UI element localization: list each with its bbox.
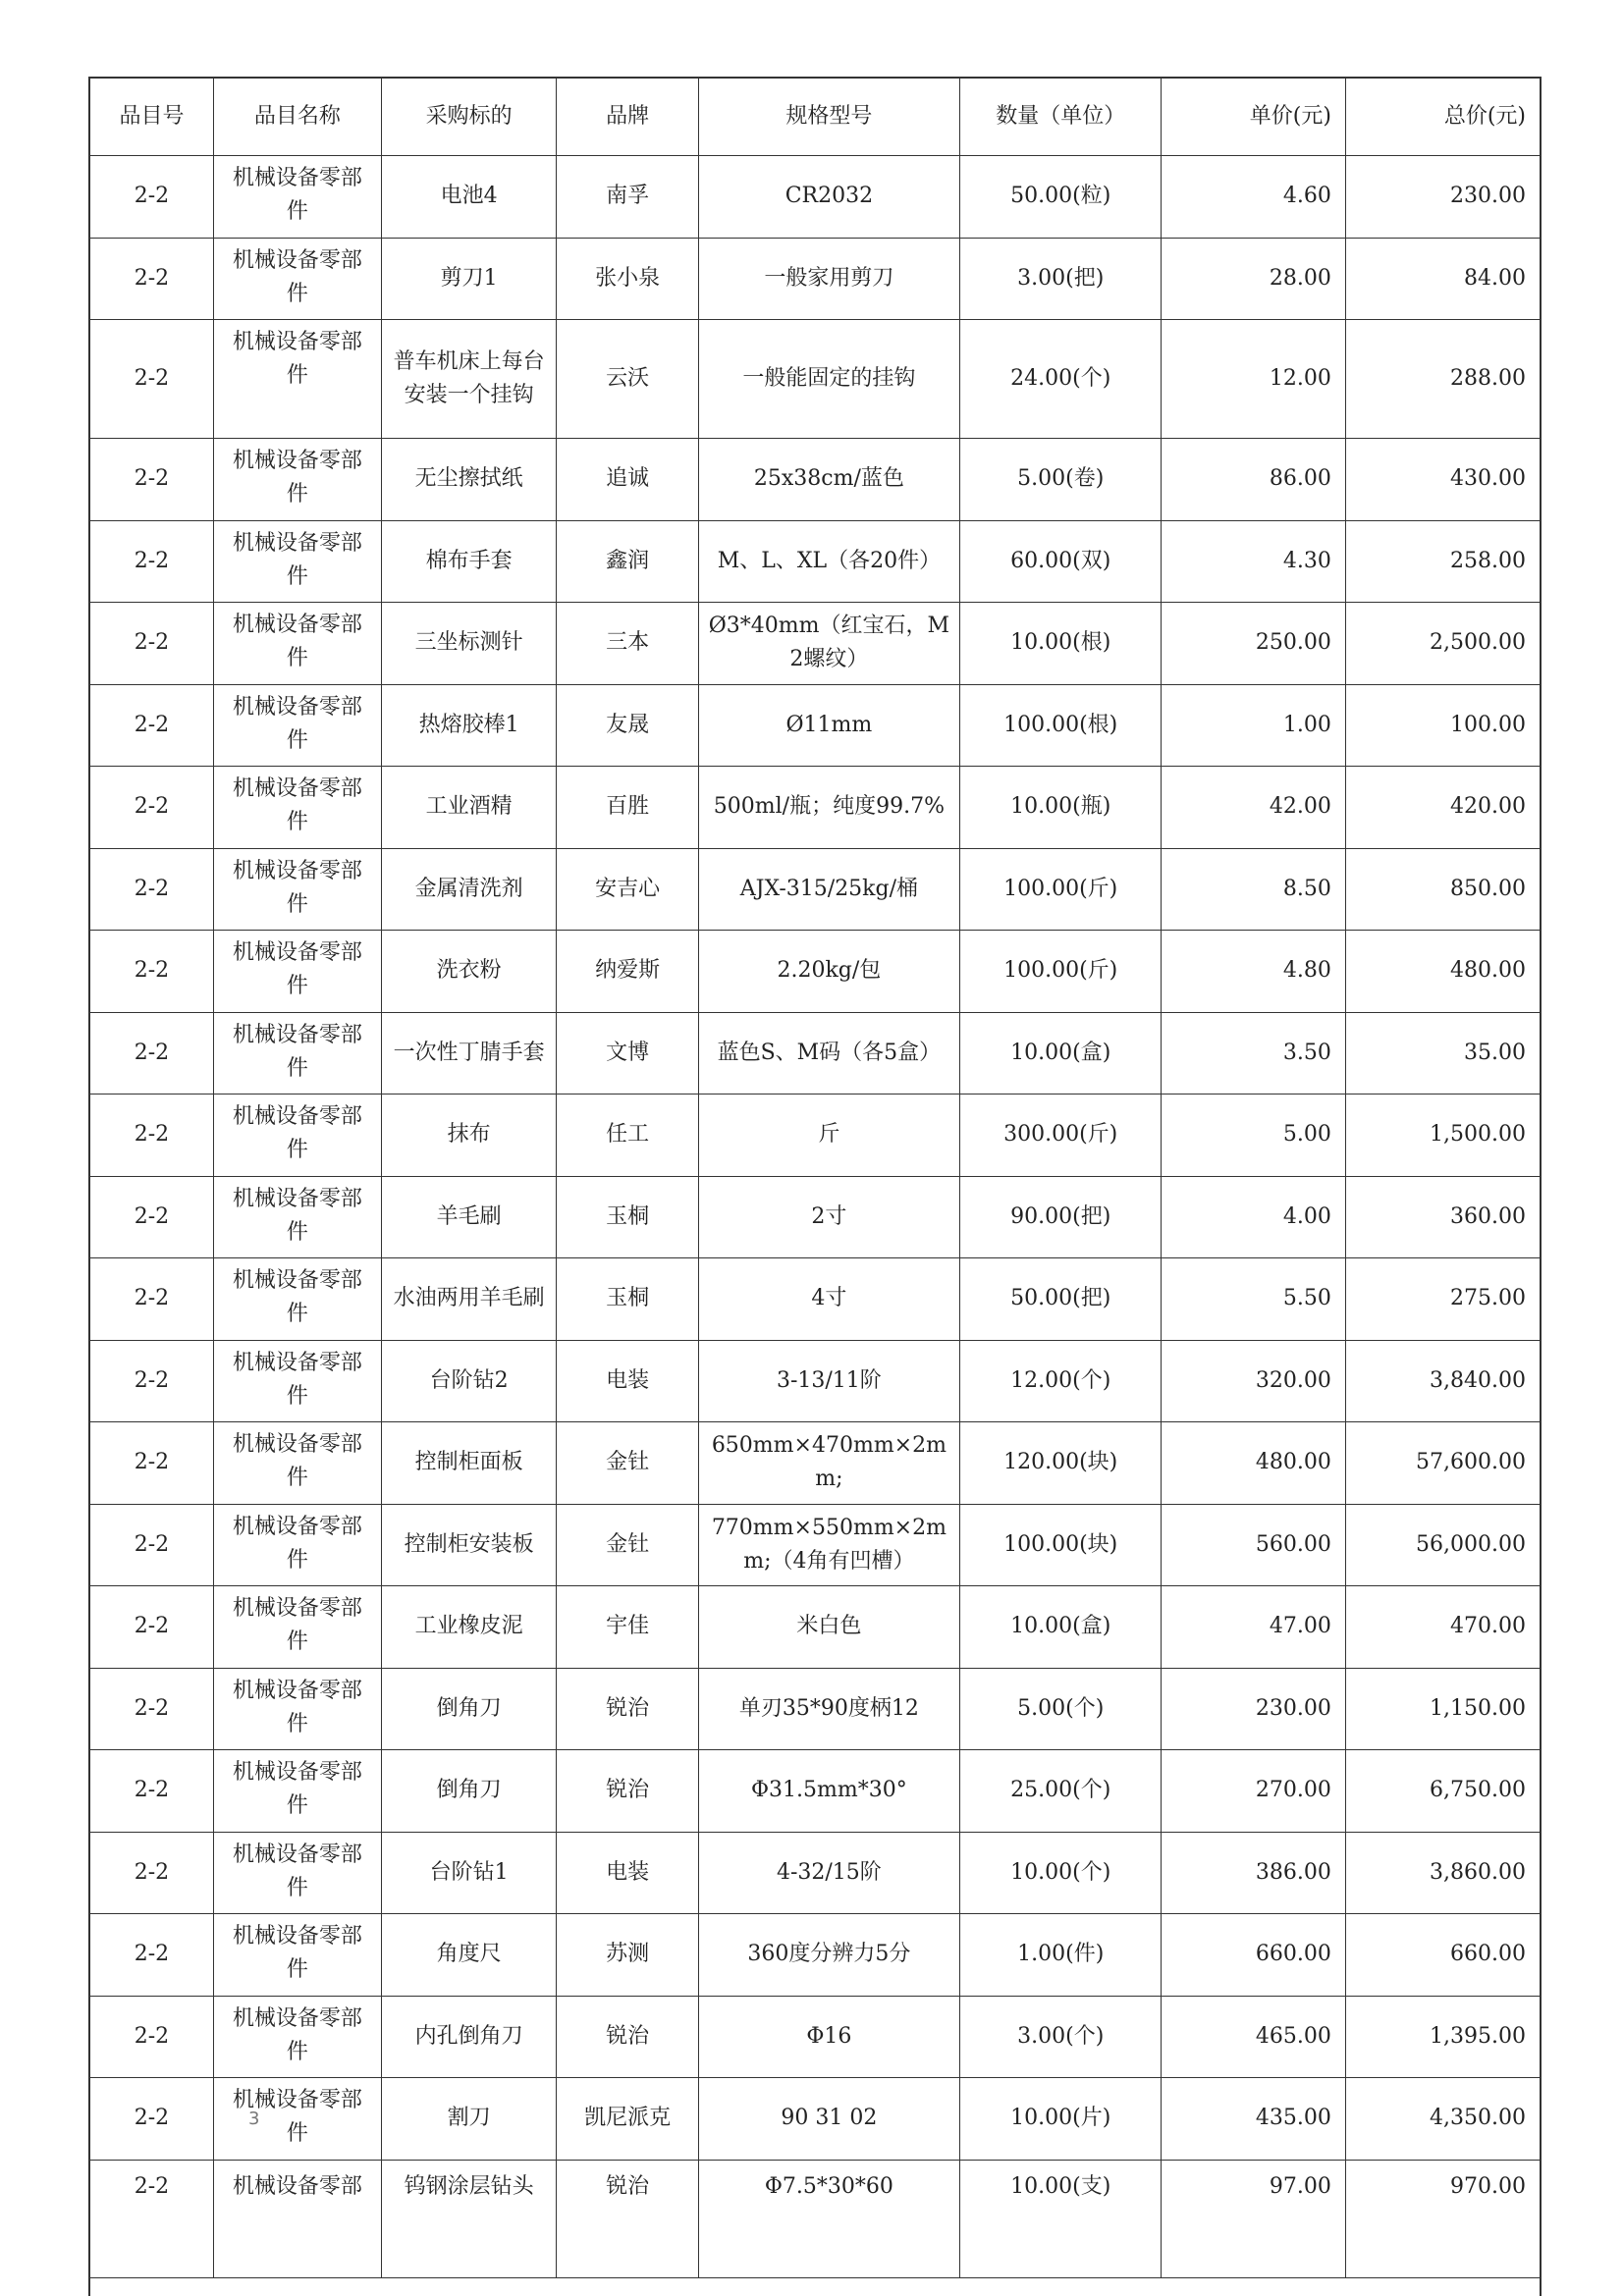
cell-brand: 文博 bbox=[557, 1012, 698, 1095]
cell-category: 机械设备零部件 bbox=[213, 320, 381, 439]
cell-brand: 玉桐 bbox=[557, 1258, 698, 1341]
table-row bbox=[90, 238, 1540, 320]
table-row bbox=[90, 848, 1540, 931]
cell-quantity: 60.00(双) bbox=[960, 520, 1162, 603]
cell-code: 2-2 bbox=[90, 1586, 213, 1669]
table-row bbox=[90, 684, 1540, 767]
cell-quantity: 10.00(个) bbox=[960, 1832, 1162, 1914]
cell-code: 2-2 bbox=[90, 1668, 213, 1750]
table-row bbox=[90, 603, 1540, 685]
cell-item: 羊毛刷 bbox=[381, 1176, 557, 1258]
cell-brand: 金钍 bbox=[557, 1422, 698, 1505]
cell-spec: AJX-315/25kg/桶 bbox=[698, 848, 959, 931]
cell-category: 机械设备零部件 bbox=[213, 1012, 381, 1095]
cell-unit-price: 8.50 bbox=[1162, 848, 1346, 931]
cell-total-price: 288.00 bbox=[1345, 320, 1540, 439]
cell-code: 2-2 bbox=[90, 1422, 213, 1505]
cell-quantity: 10.00(盒) bbox=[960, 1012, 1162, 1095]
cell-brand: 金钍 bbox=[557, 1504, 698, 1586]
cell-total-price: 1,395.00 bbox=[1345, 1996, 1540, 2078]
cell-spec: 米白色 bbox=[698, 1586, 959, 1669]
cell-code: 2-2 bbox=[90, 931, 213, 1013]
cell-unit-price: 28.00 bbox=[1162, 238, 1346, 320]
table-row bbox=[90, 439, 1540, 521]
table-row bbox=[90, 1750, 1540, 1833]
cell-category: 机械设备零部件 bbox=[213, 931, 381, 1013]
cell-total-price: 2,500.00 bbox=[1345, 603, 1540, 685]
table-row bbox=[90, 1258, 1540, 1341]
cell-spec: 单刃35*90度柄12 bbox=[698, 1668, 959, 1750]
cell-unit-price: 4.60 bbox=[1162, 156, 1346, 239]
cell-category: 机械设备零部件 bbox=[213, 767, 381, 849]
cell-item: 割刀 bbox=[381, 2078, 557, 2161]
cell-unit-price: 42.00 bbox=[1162, 767, 1346, 849]
cell-quantity: 10.00(支) bbox=[960, 2160, 1162, 2277]
cell-spec: 蓝色S、M码（各5盒） bbox=[698, 1012, 959, 1095]
cell-category: 机械设备零部件 bbox=[213, 2078, 381, 2161]
cell-brand: 宇佳 bbox=[557, 1586, 698, 1669]
cell-unit-price: 97.00 bbox=[1162, 2160, 1346, 2277]
cell-code: 2-2 bbox=[90, 848, 213, 931]
cell-brand: 锐治 bbox=[557, 2160, 698, 2277]
cell-quantity: 90.00(把) bbox=[960, 1176, 1162, 1258]
table-row bbox=[90, 1504, 1540, 1586]
cell-spec: Φ7.5*30*60 bbox=[698, 2160, 959, 2277]
cell-total-price: 4,350.00 bbox=[1345, 2078, 1540, 2161]
cell-brand: 任工 bbox=[557, 1095, 698, 1177]
cell-total-price: 430.00 bbox=[1345, 439, 1540, 521]
cell-category: 机械设备零部件 bbox=[213, 1750, 381, 1833]
cell-brand: 安吉心 bbox=[557, 848, 698, 931]
header-quantity: 数量（单位） bbox=[960, 79, 1162, 156]
cell-spec: 90 31 02 bbox=[698, 2078, 959, 2161]
cell-item: 内孔倒角刀 bbox=[381, 1996, 557, 2078]
table-header-row bbox=[90, 79, 1540, 156]
cell-total-price: 470.00 bbox=[1345, 1586, 1540, 1669]
cell-total-price: 3,860.00 bbox=[1345, 1832, 1540, 1914]
cell-code: 2-2 bbox=[90, 2160, 213, 2277]
cell-category: 机械设备零部件 bbox=[213, 520, 381, 603]
cell-item: 三坐标测针 bbox=[381, 603, 557, 685]
cell-unit-price: 86.00 bbox=[1162, 439, 1346, 521]
cell-code: 2-2 bbox=[90, 1176, 213, 1258]
table-row bbox=[90, 767, 1540, 849]
cell-total-price: 1,150.00 bbox=[1345, 1668, 1540, 1750]
cell-unit-price: 480.00 bbox=[1162, 1422, 1346, 1505]
table-row bbox=[90, 156, 1540, 239]
cell-spec: Ø3*40mm（红宝石，M2螺纹） bbox=[698, 603, 959, 685]
cell-item: 剪刀1 bbox=[381, 238, 557, 320]
cell-code: 2-2 bbox=[90, 1996, 213, 2078]
cell-quantity: 12.00(个) bbox=[960, 1340, 1162, 1422]
cell-item: 电池4 bbox=[381, 156, 557, 239]
cell-code: 2-2 bbox=[90, 1504, 213, 1586]
header-spec: 规格型号 bbox=[698, 79, 959, 156]
cell-total-price: 57,600.00 bbox=[1345, 1422, 1540, 1505]
cell-code: 2-2 bbox=[90, 2078, 213, 2161]
cell-code: 2-2 bbox=[90, 520, 213, 603]
cell-category: 机械设备零部件 bbox=[213, 1340, 381, 1422]
cell-spec: 3-13/11阶 bbox=[698, 1340, 959, 1422]
cell-item: 热熔胶棒1 bbox=[381, 684, 557, 767]
cell-item: 工业橡皮泥 bbox=[381, 1586, 557, 1669]
page-number: 3 bbox=[248, 2109, 260, 2129]
cell-unit-price: 1.00 bbox=[1162, 684, 1346, 767]
cell-total-price: 275.00 bbox=[1345, 1258, 1540, 1341]
cell-unit-price: 465.00 bbox=[1162, 1996, 1346, 2078]
cell-code: 2-2 bbox=[90, 156, 213, 239]
cell-brand: 三本 bbox=[557, 603, 698, 685]
cell-item: 棉布手套 bbox=[381, 520, 557, 603]
table-row bbox=[90, 520, 1540, 603]
cell-brand: 电装 bbox=[557, 1832, 698, 1914]
cell-item: 抹布 bbox=[381, 1095, 557, 1177]
cell-quantity: 300.00(斤) bbox=[960, 1095, 1162, 1177]
cell-brand: 电装 bbox=[557, 1340, 698, 1422]
header-unit-price: 单价(元) bbox=[1162, 79, 1346, 156]
cell-item: 水油两用羊毛刷 bbox=[381, 1258, 557, 1341]
cell-item: 无尘擦拭纸 bbox=[381, 439, 557, 521]
cell-quantity: 10.00(根) bbox=[960, 603, 1162, 685]
cell-code: 2-2 bbox=[90, 238, 213, 320]
cell-total-price: 1,500.00 bbox=[1345, 1095, 1540, 1177]
cell-unit-price: 4.80 bbox=[1162, 931, 1346, 1013]
header-total-price: 总价(元) bbox=[1345, 79, 1540, 156]
cell-total-price: 360.00 bbox=[1345, 1176, 1540, 1258]
header-code: 品目号 bbox=[90, 79, 213, 156]
table-row bbox=[90, 2160, 1540, 2277]
header-item: 采购标的 bbox=[381, 79, 557, 156]
cell-unit-price: 5.00 bbox=[1162, 1095, 1346, 1177]
cell-spec: 770mm×550mm×2mm;（4角有凹槽） bbox=[698, 1504, 959, 1586]
cell-code: 2-2 bbox=[90, 1750, 213, 1833]
table-row bbox=[90, 1422, 1540, 1505]
cell-total-price: 850.00 bbox=[1345, 848, 1540, 931]
cell-item: 金属清洗剂 bbox=[381, 848, 557, 931]
cell-spec: 500ml/瓶；纯度99.7% bbox=[698, 767, 959, 849]
cell-unit-price: 560.00 bbox=[1162, 1504, 1346, 1586]
cell-brand: 凯尼派克 bbox=[557, 2078, 698, 2161]
cell-item: 控制柜安装板 bbox=[381, 1504, 557, 1586]
cell-code: 2-2 bbox=[90, 767, 213, 849]
cell-quantity: 10.00(瓶) bbox=[960, 767, 1162, 849]
cell-quantity: 5.00(个) bbox=[960, 1668, 1162, 1750]
cell-quantity: 100.00(斤) bbox=[960, 931, 1162, 1013]
cell-spec: CR2032 bbox=[698, 156, 959, 239]
cell-total-price: 258.00 bbox=[1345, 520, 1540, 603]
cell-spec: 360度分辨力5分 bbox=[698, 1914, 959, 1997]
cell-brand: 追诚 bbox=[557, 439, 698, 521]
cell-brand: 玉桐 bbox=[557, 1176, 698, 1258]
cell-quantity: 3.00(把) bbox=[960, 238, 1162, 320]
cell-total-price: 480.00 bbox=[1345, 931, 1540, 1013]
cell-spec: 斤 bbox=[698, 1095, 959, 1177]
cell-total-price: 100.00 bbox=[1345, 684, 1540, 767]
cell-spec: 4-32/15阶 bbox=[698, 1832, 959, 1914]
cell-quantity: 50.00(把) bbox=[960, 1258, 1162, 1341]
cell-brand: 张小泉 bbox=[557, 238, 698, 320]
procurement-table-sheet bbox=[88, 77, 1542, 2296]
table-row bbox=[90, 1340, 1540, 1422]
cell-brand: 锐治 bbox=[557, 1750, 698, 1833]
cell-total-price: 970.00 bbox=[1345, 2160, 1540, 2277]
cell-category: 机械设备零部 bbox=[213, 2160, 381, 2277]
cell-item: 倒角刀 bbox=[381, 1750, 557, 1833]
cell-code: 2-2 bbox=[90, 1095, 213, 1177]
cell-quantity: 50.00(粒) bbox=[960, 156, 1162, 239]
cell-quantity: 10.00(盒) bbox=[960, 1586, 1162, 1669]
cell-item: 普车机床上每台安装一个挂钩 bbox=[381, 320, 557, 439]
cell-spec: Ø11mm bbox=[698, 684, 959, 767]
cell-brand: 百胜 bbox=[557, 767, 698, 849]
cell-category: 机械设备零部件 bbox=[213, 1996, 381, 2078]
cell-brand: 苏测 bbox=[557, 1914, 698, 1997]
cell-total-price: 56,000.00 bbox=[1345, 1504, 1540, 1586]
cell-quantity: 24.00(个) bbox=[960, 320, 1162, 439]
cell-total-price: 6,750.00 bbox=[1345, 1750, 1540, 1833]
cell-category: 机械设备零部件 bbox=[213, 1832, 381, 1914]
cell-total-price: 3,840.00 bbox=[1345, 1340, 1540, 1422]
cell-total-price: 230.00 bbox=[1345, 156, 1540, 239]
cell-spec: M、L、XL（各20件） bbox=[698, 520, 959, 603]
table-row bbox=[90, 931, 1540, 1013]
cell-category: 机械设备零部件 bbox=[213, 1258, 381, 1341]
cell-unit-price: 320.00 bbox=[1162, 1340, 1346, 1422]
cell-code: 2-2 bbox=[90, 684, 213, 767]
table-row bbox=[90, 1012, 1540, 1095]
cell-category: 机械设备零部件 bbox=[213, 684, 381, 767]
cell-brand: 锐治 bbox=[557, 1996, 698, 2078]
cell-brand: 鑫润 bbox=[557, 520, 698, 603]
cell-brand: 云沃 bbox=[557, 320, 698, 439]
cell-item: 一次性丁腈手套 bbox=[381, 1012, 557, 1095]
cell-spec: Φ16 bbox=[698, 1996, 959, 2078]
cell-quantity: 10.00(片) bbox=[960, 2078, 1162, 2161]
cell-unit-price: 660.00 bbox=[1162, 1914, 1346, 1997]
cell-quantity: 25.00(个) bbox=[960, 1750, 1162, 1833]
cell-code: 2-2 bbox=[90, 1914, 213, 1997]
table-row bbox=[90, 320, 1540, 439]
cell-quantity: 100.00(根) bbox=[960, 684, 1162, 767]
cell-quantity: 3.00(个) bbox=[960, 1996, 1162, 2078]
cell-code: 2-2 bbox=[90, 439, 213, 521]
cell-code: 2-2 bbox=[90, 1832, 213, 1914]
table-body bbox=[90, 156, 1540, 2278]
cell-item: 洗衣粉 bbox=[381, 931, 557, 1013]
table-row bbox=[90, 1668, 1540, 1750]
procurement-table bbox=[90, 79, 1540, 2278]
cell-category: 机械设备零部件 bbox=[213, 1504, 381, 1586]
cell-unit-price: 3.50 bbox=[1162, 1012, 1346, 1095]
cell-code: 2-2 bbox=[90, 1340, 213, 1422]
cell-category: 机械设备零部件 bbox=[213, 1176, 381, 1258]
cell-total-price: 660.00 bbox=[1345, 1914, 1540, 1997]
cell-category: 机械设备零部件 bbox=[213, 1914, 381, 1997]
cell-unit-price: 5.50 bbox=[1162, 1258, 1346, 1341]
cell-item: 钨钢涂层钻头 bbox=[381, 2160, 557, 2277]
cell-total-price: 84.00 bbox=[1345, 238, 1540, 320]
cell-total-price: 35.00 bbox=[1345, 1012, 1540, 1095]
cell-item: 台阶钻2 bbox=[381, 1340, 557, 1422]
cell-total-price: 420.00 bbox=[1345, 767, 1540, 849]
table-row bbox=[90, 1176, 1540, 1258]
cell-brand: 南孚 bbox=[557, 156, 698, 239]
cell-unit-price: 47.00 bbox=[1162, 1586, 1346, 1669]
cell-code: 2-2 bbox=[90, 1258, 213, 1341]
cell-spec: 25x38cm/蓝色 bbox=[698, 439, 959, 521]
cell-spec: 一般能固定的挂钩 bbox=[698, 320, 959, 439]
cell-spec: 4寸 bbox=[698, 1258, 959, 1341]
cell-brand: 友晟 bbox=[557, 684, 698, 767]
table-row bbox=[90, 1996, 1540, 2078]
cell-unit-price: 12.00 bbox=[1162, 320, 1346, 439]
cell-item: 工业酒精 bbox=[381, 767, 557, 849]
header-category: 品目名称 bbox=[213, 79, 381, 156]
cell-unit-price: 270.00 bbox=[1162, 1750, 1346, 1833]
cell-category: 机械设备零部件 bbox=[213, 1422, 381, 1505]
cell-category: 机械设备零部件 bbox=[213, 603, 381, 685]
cell-spec: 2.20kg/包 bbox=[698, 931, 959, 1013]
cell-quantity: 100.00(斤) bbox=[960, 848, 1162, 931]
cell-unit-price: 4.30 bbox=[1162, 520, 1346, 603]
cell-item: 台阶钻1 bbox=[381, 1832, 557, 1914]
cell-spec: 2寸 bbox=[698, 1176, 959, 1258]
cell-category: 机械设备零部件 bbox=[213, 238, 381, 320]
cell-item: 控制柜面板 bbox=[381, 1422, 557, 1505]
cell-quantity: 120.00(块) bbox=[960, 1422, 1162, 1505]
cell-category: 机械设备零部件 bbox=[213, 1586, 381, 1669]
table-row bbox=[90, 1095, 1540, 1177]
cell-spec: 650mm×470mm×2mm; bbox=[698, 1422, 959, 1505]
cell-quantity: 5.00(卷) bbox=[960, 439, 1162, 521]
cell-category: 机械设备零部件 bbox=[213, 1095, 381, 1177]
cell-code: 2-2 bbox=[90, 1012, 213, 1095]
cell-unit-price: 435.00 bbox=[1162, 2078, 1346, 2161]
cell-category: 机械设备零部件 bbox=[213, 156, 381, 239]
table-row bbox=[90, 1586, 1540, 1669]
cell-brand: 纳爱斯 bbox=[557, 931, 698, 1013]
cell-code: 2-2 bbox=[90, 603, 213, 685]
cell-unit-price: 230.00 bbox=[1162, 1668, 1346, 1750]
table-row bbox=[90, 1832, 1540, 1914]
cell-category: 机械设备零部件 bbox=[213, 848, 381, 931]
cell-code: 2-2 bbox=[90, 320, 213, 439]
cell-spec: Φ31.5mm*30° bbox=[698, 1750, 959, 1833]
cell-brand: 锐治 bbox=[557, 1668, 698, 1750]
cell-quantity: 100.00(块) bbox=[960, 1504, 1162, 1586]
table-row bbox=[90, 1914, 1540, 1997]
cell-spec: 一般家用剪刀 bbox=[698, 238, 959, 320]
cell-item: 角度尺 bbox=[381, 1914, 557, 1997]
header-brand: 品牌 bbox=[557, 79, 698, 156]
cell-item: 倒角刀 bbox=[381, 1668, 557, 1750]
cell-unit-price: 4.00 bbox=[1162, 1176, 1346, 1258]
cell-quantity: 1.00(件) bbox=[960, 1914, 1162, 1997]
cell-unit-price: 386.00 bbox=[1162, 1832, 1346, 1914]
cell-category: 机械设备零部件 bbox=[213, 439, 381, 521]
cell-unit-price: 250.00 bbox=[1162, 603, 1346, 685]
table-row bbox=[90, 2078, 1540, 2161]
cell-category: 机械设备零部件 bbox=[213, 1668, 381, 1750]
